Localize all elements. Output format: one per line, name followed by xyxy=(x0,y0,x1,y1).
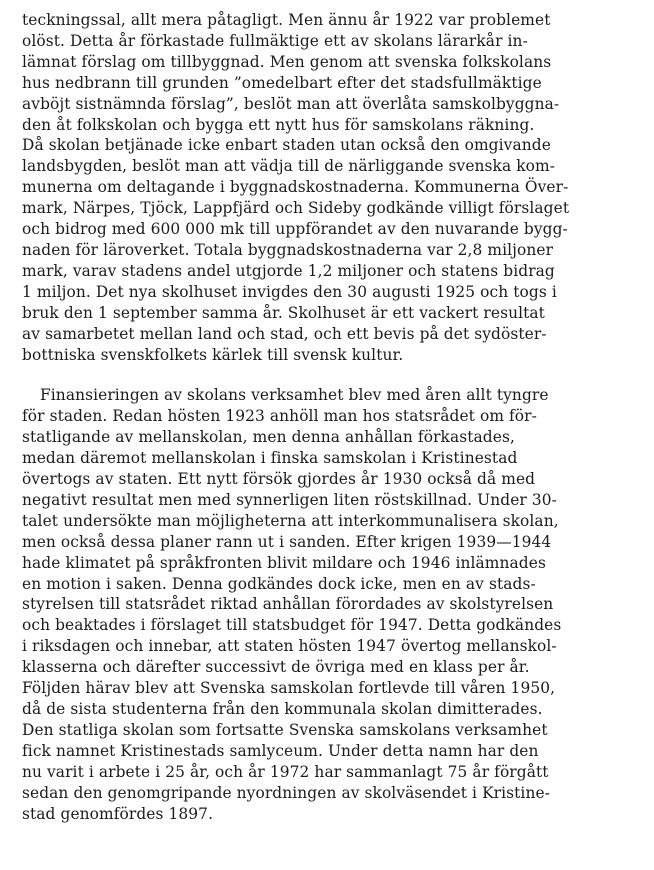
text-line: sedan den genomgripande nyordningen av skolväsendet i Kristine- xyxy=(22,783,550,802)
text-line: talet undersökte man möjligheterna att interkommunalisera skolan, xyxy=(22,511,559,530)
paragraph-1 xyxy=(22,10,640,365)
text-line: mark, Närpes, Tjöck, Lappfjärd och Sideby godkände villigt förslaget xyxy=(22,199,570,218)
text-line: hus nedbrann till grunden ”omedelbart efter det stadsfullmäktige xyxy=(22,73,542,92)
paragraph-2 xyxy=(22,385,640,824)
text-line: den åt folkskolan och bygga ett nytt hus för samskolans räkning. xyxy=(22,115,535,134)
text-line: men också dessa planer rann ut i sanden. Efter krigen 1939—1944 xyxy=(22,532,552,551)
text-line: fick namnet Kristinestads samlyceum. Under detta namn har den xyxy=(22,741,539,760)
text-line: Då skolan betjänade icke enbart staden utan också den omgivande xyxy=(22,136,551,155)
text-line: avböjt sistnämnda förslag”, beslöt man att överlåta samskolbyggna- xyxy=(22,94,560,113)
text-line: övertogs av staten. Ett nytt försök gjordes år 1930 också då med xyxy=(22,470,536,489)
text-line: naden för läroverket. Totala byggnadskostnaderna var 2,8 miljoner xyxy=(22,240,554,259)
text-line: klasserna och därefter successivt de övriga med en klass per år. xyxy=(22,658,530,677)
text-line: en motion i saken. Denna godkändes dock icke, men en av stads- xyxy=(22,574,536,593)
text-line: medan däremot mellanskolan i finska samskolan i Kristinestad xyxy=(22,449,518,468)
text-line: munerna om deltagande i byggnadskostnaderna. Kommunerna Över- xyxy=(22,178,569,197)
text-line: bruk den 1 september samma år. Skolhuset är ett vackert resultat xyxy=(22,303,545,322)
text-line: och bidrog med 600 000 mk till uppförandet av den nuvarande bygg- xyxy=(22,220,568,239)
text-line: Finansieringen av skolans verksamhet blev med åren allt tyngre xyxy=(40,386,549,405)
text-line: Följden härav blev att Svenska samskolan fortlevde till våren 1950, xyxy=(22,679,556,698)
document-page xyxy=(22,10,640,824)
text-line: av samarbetet mellan land och stad, och ett bevis på det sydöster- xyxy=(22,324,547,343)
text-line: för staden. Redan hösten 1923 anhöll man hos statsrådet om för- xyxy=(22,407,537,426)
text-line: mark, varav stadens andel utgjorde 1,2 miljoner och statens bidrag xyxy=(22,261,555,280)
text-line: då de sista studenterna från den kommunala skolan dimitterades. xyxy=(22,700,543,718)
text-line: 1 miljon. Det nya skolhuset invigdes den 30 augusti 1925 och togs i xyxy=(22,282,557,301)
text-line: negativt resultat men med synnerligen liten röstskillnad. Under 30- xyxy=(22,490,557,509)
text-line: i riksdagen och innebar, att staten hösten 1947 övertog mellanskol- xyxy=(22,637,557,656)
text-line: landsbygden, beslöt man att vädja till de närliggande svenska kom- xyxy=(22,157,556,176)
paragraph-gap xyxy=(22,365,640,385)
text-line: styrelsen till statsrådet riktad anhållan förordades av skolstyrelsen xyxy=(22,595,554,614)
text-line: stad genomfördes 1897. xyxy=(22,804,214,823)
text-line: hade klimatet på språkfronten blivit mildare och 1946 inlämnades xyxy=(22,553,546,572)
text-line: och beaktades i förslaget till statsbudget för 1947. Detta godkändes xyxy=(22,616,562,635)
text-line: lämnat förslag om tillbyggnad. Men genom att svenska folkskolans xyxy=(22,52,552,71)
text-line: olöst. Detta år förkastade fullmäktige ett av skolans lärarkår in- xyxy=(22,31,528,50)
text-line: teckningssal, allt mera påtagligt. Men ännu år 1922 var problemet xyxy=(22,11,551,29)
text-line: bottniska svenskfolkets kärlek till svensk kultur. xyxy=(22,345,404,364)
text-line: nu varit i arbete i 25 år, och år 1972 har sammanlagt 75 år förgått xyxy=(22,762,549,781)
text-line: statligande av mellanskolan, men denna anhållan förkastades, xyxy=(22,428,515,447)
text-line: Den statliga skolan som fortsatte Svenska samskolans verksamhet xyxy=(22,720,548,739)
